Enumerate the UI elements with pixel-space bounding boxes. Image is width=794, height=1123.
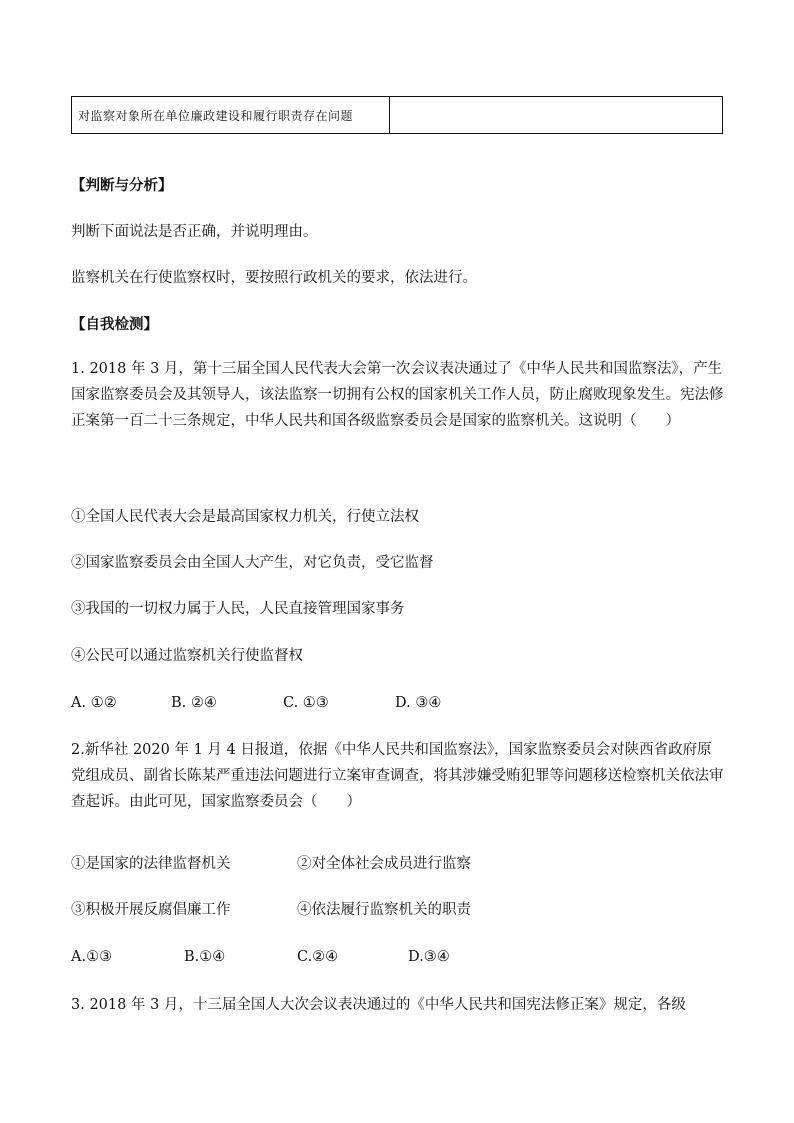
section-heading-self-test: 【自我检测】 xyxy=(71,316,158,333)
table-row xyxy=(72,97,723,134)
supervision-table xyxy=(71,96,723,134)
question-1-statement-3: ③我国的一切权力属于人民，人民直接管理国家事务 xyxy=(71,601,405,617)
question-1-statement-2: ②国家监察委员会由全国人大产生，对它负责，受它监督 xyxy=(71,555,434,571)
table-cell-value xyxy=(390,97,723,134)
option-d[interactable]: D. ③④ xyxy=(395,695,442,711)
option-c[interactable]: C.②④ xyxy=(297,949,339,965)
option-b[interactable]: B. ②④ xyxy=(171,695,217,711)
option-a[interactable]: A. ①② xyxy=(71,695,117,711)
section-heading-judgment: 【判断与分析】 xyxy=(71,177,173,194)
table-cell-label: 对监察对象所在单位廉政建设和履行职责存在问题 xyxy=(72,97,390,134)
question-2-stem: 2.新华社 2020 年 1 月 4 日报道，依据《中华人民共和国监察法》，国家监察委员会对陕西省政府原党组成员、副省长陈某严重违法问题进行立案审查调查，将其涉嫌受贿犯罪等问题移送检察机关依法审查起诉。由此可见，国家监察委员会（ ） xyxy=(71,742,724,810)
question-1-statement-1: ①全国人民代表大会是最高国家权力机关，行使立法权 xyxy=(71,509,419,525)
option-a[interactable]: A.①③ xyxy=(71,949,113,965)
judgment-instruction: 判断下面说法是否正确，并说明理由。 xyxy=(71,224,318,240)
question-1-stem: 1. 2018 年 3 月，第十三届全国人民代表大会第一次会议表决通过了《中华人民共和国监察法》，产生国家监察委员会及其领导人，该法监察一切拥有公权的国家机关工作人员，防止腐败现象发生。宪法修正案第一百二十三条规定，中华人民共和国各级监察委员会是国家的监察机关。这说明（ ） xyxy=(71,361,724,429)
question-3-stem: 3. 2018 年 3 月，十三届全国人大次会议表决通过的《中华人民共和国宪法修正案》规定，各级 xyxy=(71,997,686,1013)
question-2-statement-3: ③积极开展反腐倡廉工作 xyxy=(71,902,231,918)
question-1-statement-4: ④公民可以通过监察机关行使监督权 xyxy=(71,648,303,664)
option-b[interactable]: B.①④ xyxy=(184,949,226,965)
question-2-statement-4: ④依法履行监察机关的职责 xyxy=(297,902,471,918)
option-d[interactable]: D.③④ xyxy=(408,949,450,965)
judgment-statement: 监察机关在行使监察权时，要按照行政机关的要求，依法进行。 xyxy=(71,270,477,286)
question-2-statement-1: ①是国家的法律监督机关 xyxy=(71,856,231,872)
question-2-statement-2: ②对全体社会成员进行监察 xyxy=(297,856,471,872)
option-c[interactable]: C. ①③ xyxy=(283,695,329,711)
